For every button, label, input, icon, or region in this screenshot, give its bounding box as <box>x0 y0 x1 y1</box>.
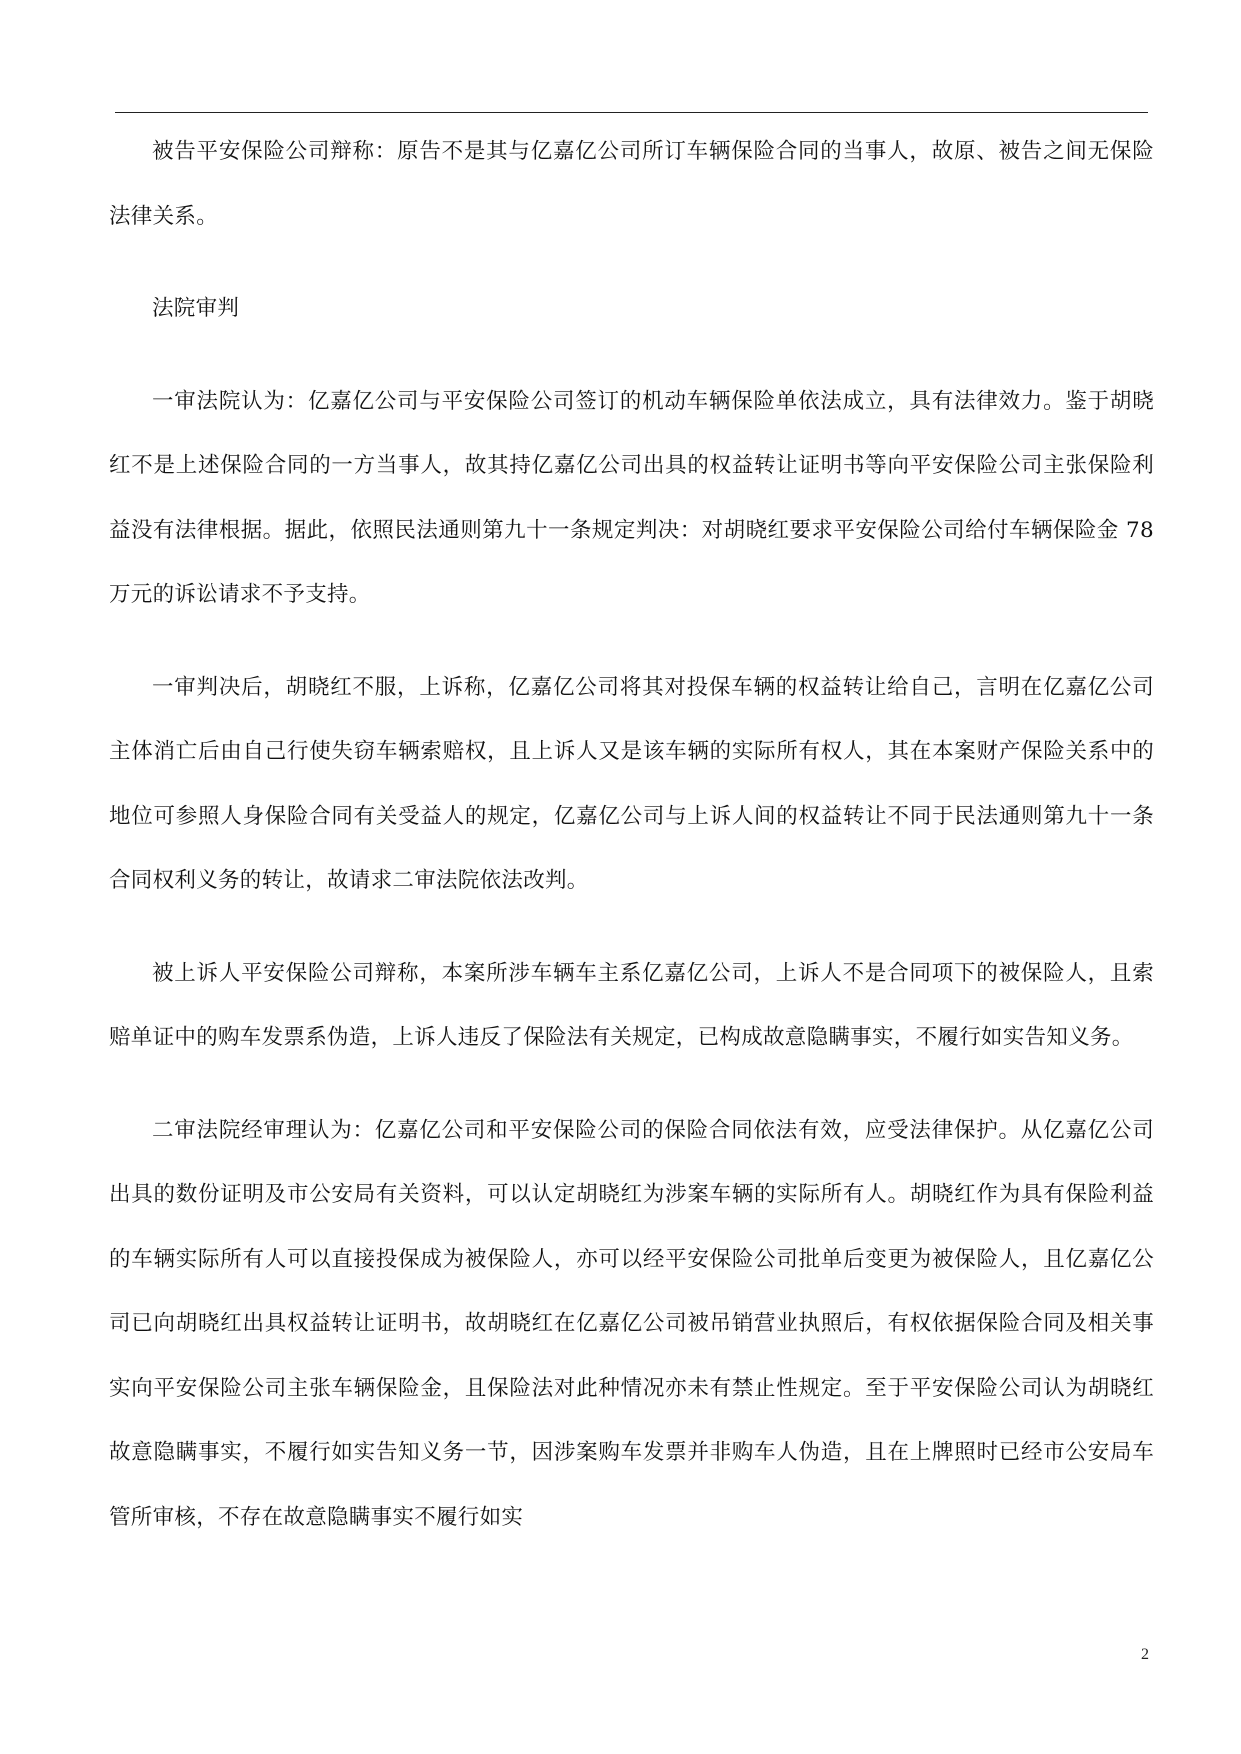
page-number: 2 <box>1141 1646 1149 1663</box>
section-heading-court-trial: 法院审判 <box>152 296 240 321</box>
header-rule <box>115 112 1148 113</box>
paragraph-appellee-argument: 被上诉人平安保险公司辩称，本案所涉车辆车主系亿嘉亿公司，上诉人不是合同项下的被保险人，且索赔单证中的购车发票系伪造，上诉人违反了保险法有关规定，已构成故意隐瞒事实，不履行如实告知义务。 <box>109 960 1154 1050</box>
paragraph-second-instance-ruling: 二审法院经审理认为：亿嘉亿公司和平安保险公司的保险合同依法有效，应受法律保护。从亿嘉亿公司出具的数份证明及市公安局有关资料，可以认定胡晓红为涉案车辆的实际所有人。胡晓红作为具有保险利益的车辆实际所有人可以直接投保成为被保险人，亦可以经平安保险公司批单后变更为被保险人，且亿嘉亿公司已向胡晓红出具权益转让证明书，故胡晓红在亿嘉亿公司被吊销营业执照后，有权依据保险合同及相关事实向平安保险公司主张车辆保险金，且保险法对此种情况亦未有禁止性规定。至于平安保险公司认为胡晓红故意隐瞒事实，不履行如实告知义务一节，因涉案购车发票并非购车人伪造，且在上牌照时已经市公安局车管所审核，不存在故意隐瞒事实不履行如实 <box>109 1117 1154 1530</box>
paragraph-appeal: 一审判决后，胡晓红不服，上诉称，亿嘉亿公司将其对投保车辆的权益转让给自己，言明在亿嘉亿公司主体消亡后由自己行使失窃车辆索赔权，且上诉人又是该车辆的实际所有权人，其在本案财产保险关系中的地位可参照人身保险合同有关受益人的规定，亿嘉亿公司与上诉人间的权益转让不同于民法通则第九十一条合同权利义务的转让，故请求二审法院依法改判。 <box>109 674 1154 893</box>
document-body <box>109 120 1154 1578</box>
paragraph-first-instance-ruling: 一审法院认为：亿嘉亿公司与平安保险公司签订的机动车辆保险单依法成立，具有法律效力。鉴于胡晓红不是上述保险合同的一方当事人，故其持亿嘉亿公司出具的权益转让证明书等向平安保险公司主张保险利益没有法律根据。据此，依照民法通则第九十一条规定判决：对胡晓红要求平安保险公司给付车辆保险金 78 万元的诉讼请求不予支持。 <box>109 388 1154 607</box>
paragraph-defendant-argument: 被告平安保险公司辩称：原告不是其与亿嘉亿公司所订车辆保险合同的当事人，故原、被告之间无保险法律关系。 <box>109 139 1154 229</box>
